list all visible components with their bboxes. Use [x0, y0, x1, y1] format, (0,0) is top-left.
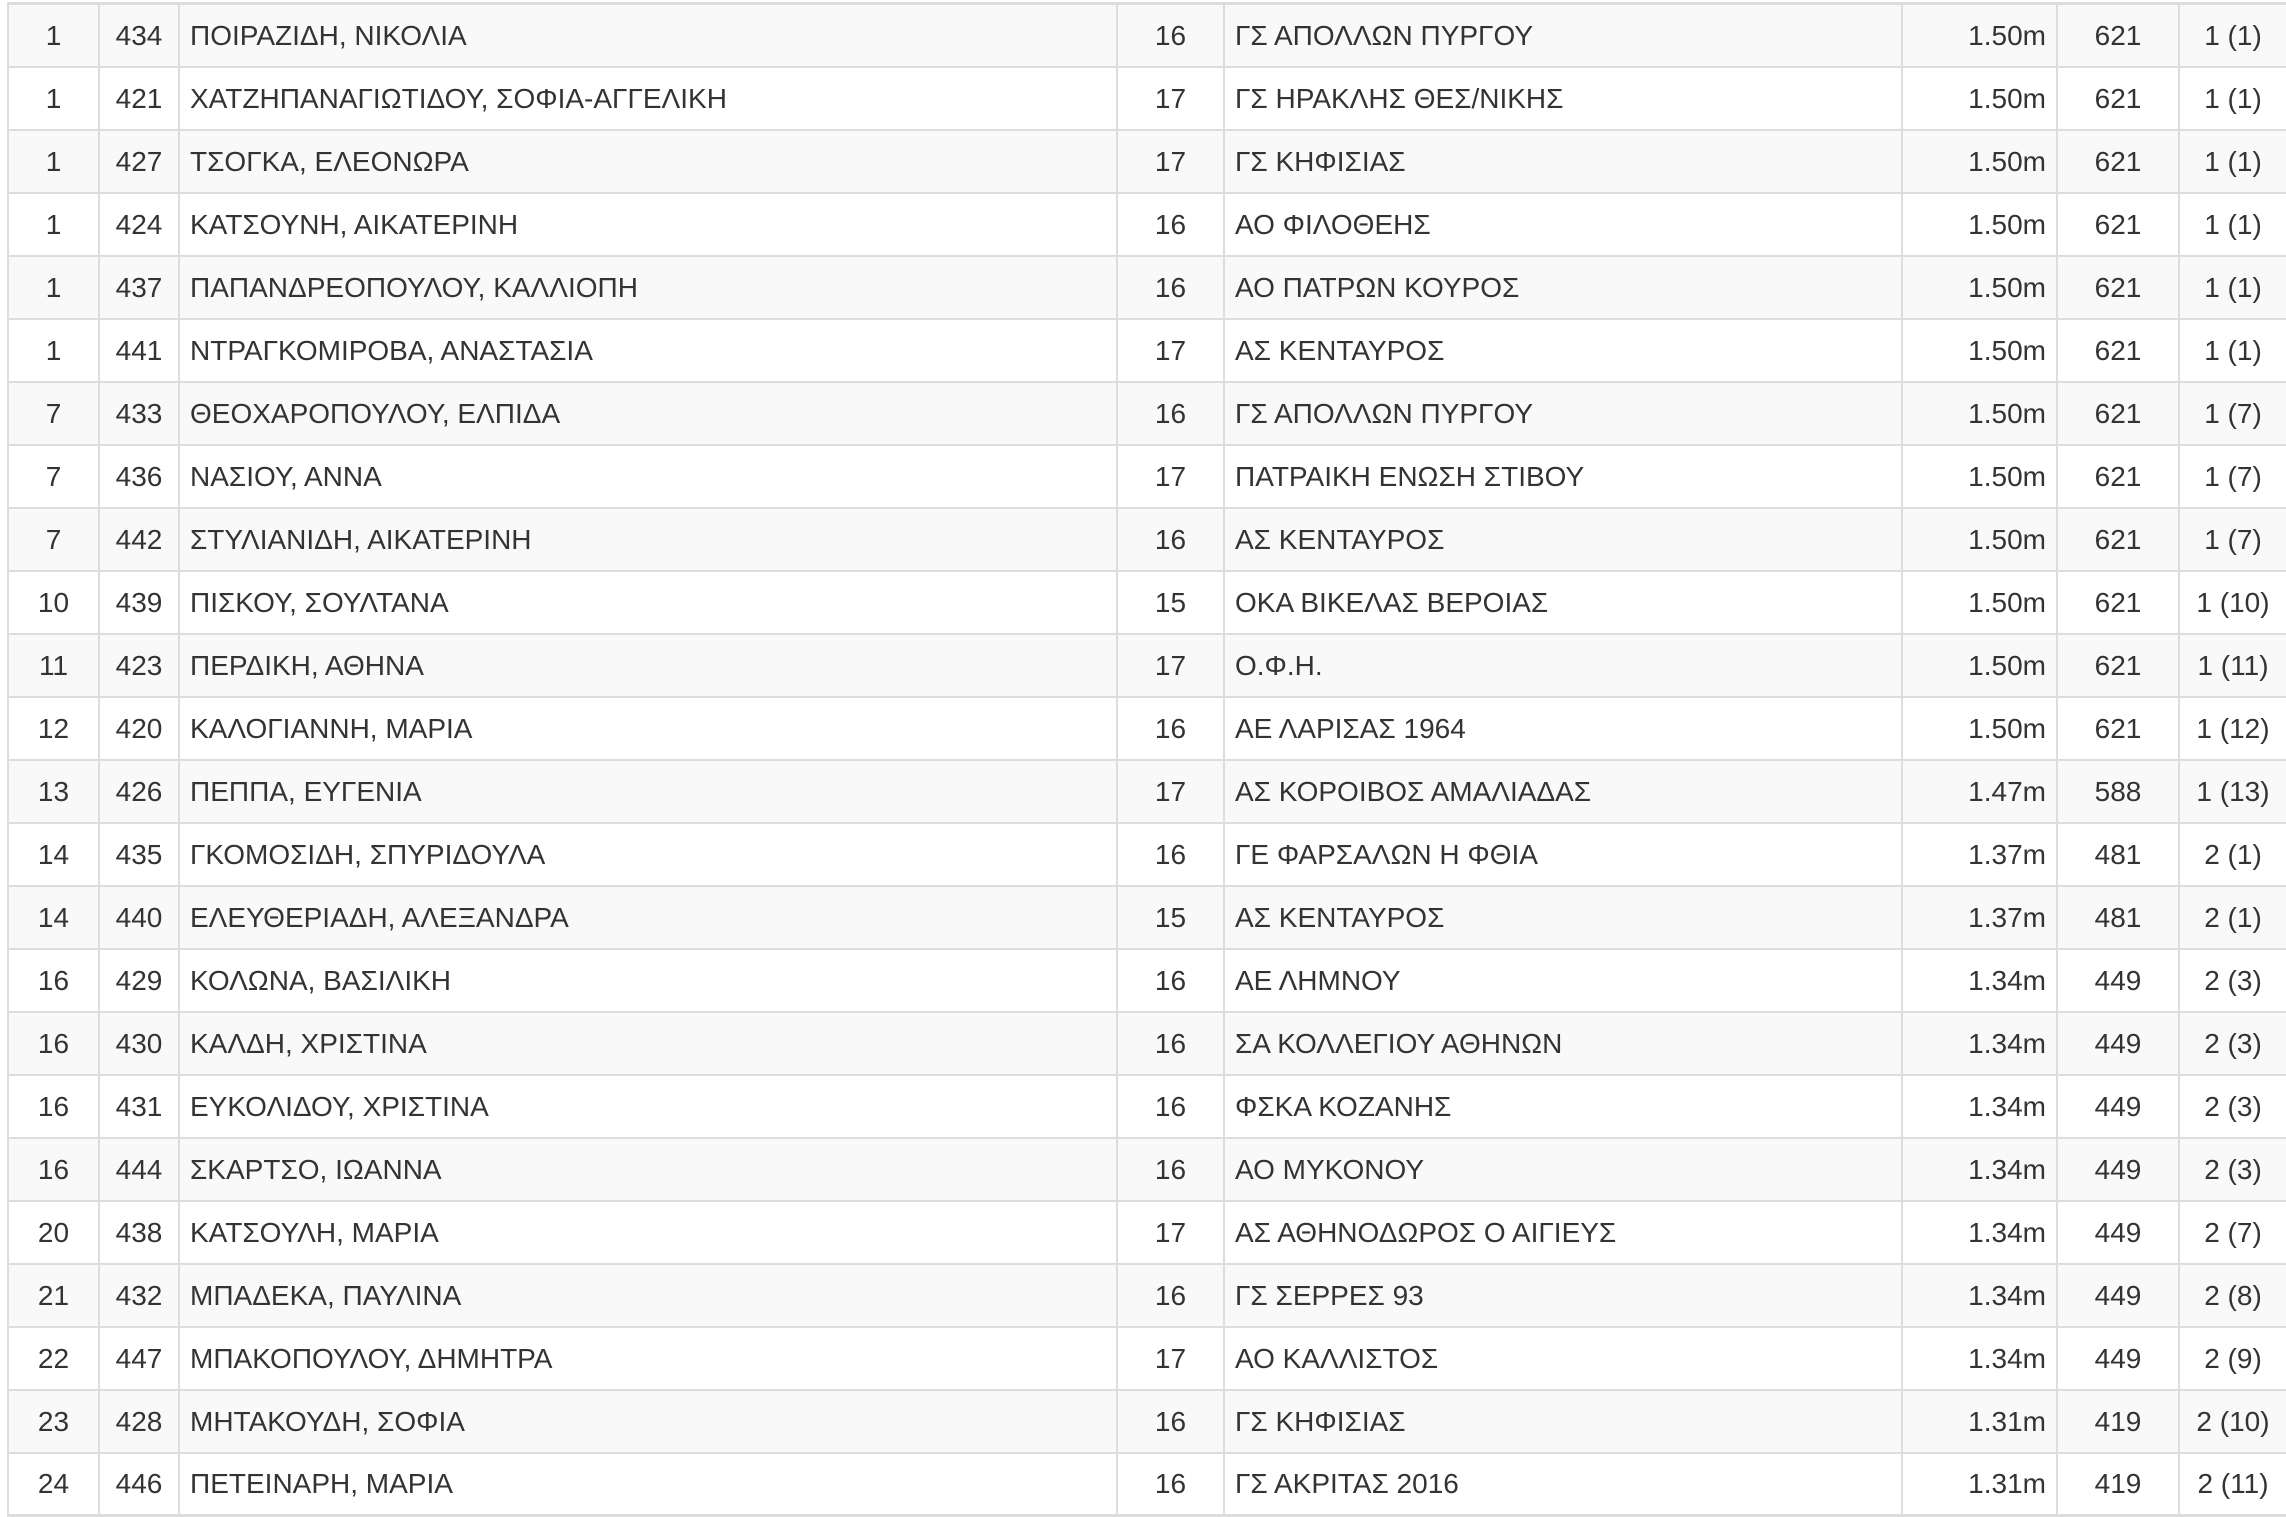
points-cell: 621	[2057, 256, 2179, 319]
club-cell: ΓΣ ΚΗΦΙΣΙΑΣ	[1224, 1390, 1902, 1453]
rank-cell: 20	[8, 1201, 99, 1264]
club-cell: ΓΣ ΚΗΦΙΣΙΑΣ	[1224, 130, 1902, 193]
rank-cell: 13	[8, 760, 99, 823]
table-row	[8, 193, 2286, 256]
age-cell: 16	[1117, 508, 1224, 571]
mark-cell: 1.50m	[1902, 319, 2057, 382]
mark-cell: 1.34m	[1902, 949, 2057, 1012]
points-cell: 449	[2057, 1075, 2179, 1138]
rank-cell: 1	[8, 130, 99, 193]
club-cell: ΑΣ ΚΕΝΤΑΥΡΟΣ	[1224, 508, 1902, 571]
heat-place-cell: 1 (1)	[2179, 67, 2286, 130]
athlete-name-cell: ΤΣΟΓΚΑ, ΕΛΕΟΝΩΡΑ	[179, 130, 1117, 193]
bib-cell: 429	[99, 949, 179, 1012]
table-row	[8, 1327, 2286, 1390]
age-cell: 15	[1117, 571, 1224, 634]
table-row	[8, 634, 2286, 697]
athlete-name-cell: ΕΛΕΥΘΕΡΙΑΔΗ, ΑΛΕΞΑΝΔΡΑ	[179, 886, 1117, 949]
rank-cell: 1	[8, 4, 99, 68]
heat-place-cell: 1 (1)	[2179, 319, 2286, 382]
club-cell: ΓΣ ΑΠΟΛΛΩΝ ΠΥΡΓΟΥ	[1224, 382, 1902, 445]
club-cell: ΓΕ ΦΑΡΣΑΛΩΝ Η ΦΘΙΑ	[1224, 823, 1902, 886]
bib-cell: 435	[99, 823, 179, 886]
age-cell: 16	[1117, 382, 1224, 445]
heat-place-cell: 2 (3)	[2179, 1012, 2286, 1075]
age-cell: 17	[1117, 1327, 1224, 1390]
club-cell: ΓΣ ΣΕΡΡΕΣ 93	[1224, 1264, 1902, 1327]
athlete-name-cell: ΝΤΡΑΓΚΟΜΙΡΟΒΑ, ΑΝΑΣΤΑΣΙΑ	[179, 319, 1117, 382]
table-row	[8, 319, 2286, 382]
table-row	[8, 445, 2286, 508]
club-cell: ΦΣΚΑ ΚΟΖΑΝΗΣ	[1224, 1075, 1902, 1138]
points-cell: 449	[2057, 1138, 2179, 1201]
club-cell: ΠΑΤΡΑΙΚΗ ΕΝΩΣΗ ΣΤΙΒΟΥ	[1224, 445, 1902, 508]
mark-cell: 1.37m	[1902, 823, 2057, 886]
age-cell: 17	[1117, 445, 1224, 508]
bib-cell: 447	[99, 1327, 179, 1390]
club-cell: ΑΣ ΚΕΝΤΑΥΡΟΣ	[1224, 886, 1902, 949]
rank-cell: 11	[8, 634, 99, 697]
athlete-name-cell: ΚΑΛΔΗ, ΧΡΙΣΤΙΝΑ	[179, 1012, 1117, 1075]
heat-place-cell: 1 (1)	[2179, 4, 2286, 68]
age-cell: 15	[1117, 886, 1224, 949]
club-cell: ΓΣ ΗΡΑΚΛΗΣ ΘΕΣ/ΝΙΚΗΣ	[1224, 67, 1902, 130]
club-cell: Ο.Φ.Η.	[1224, 634, 1902, 697]
points-cell: 621	[2057, 508, 2179, 571]
table-row	[8, 1390, 2286, 1453]
results-table	[7, 2, 2286, 1517]
rank-cell: 24	[8, 1453, 99, 1516]
club-cell: ΓΣ ΑΚΡΙΤΑΣ 2016	[1224, 1453, 1902, 1516]
bib-cell: 427	[99, 130, 179, 193]
mark-cell: 1.34m	[1902, 1012, 2057, 1075]
table-row	[8, 256, 2286, 319]
athlete-name-cell: ΠΕΡΔΙΚΗ, ΑΘΗΝΑ	[179, 634, 1117, 697]
points-cell: 481	[2057, 823, 2179, 886]
mark-cell: 1.31m	[1902, 1453, 2057, 1516]
mark-cell: 1.34m	[1902, 1327, 2057, 1390]
bib-cell: 421	[99, 67, 179, 130]
heat-place-cell: 2 (3)	[2179, 1138, 2286, 1201]
points-cell: 449	[2057, 1264, 2179, 1327]
bib-cell: 441	[99, 319, 179, 382]
points-cell: 449	[2057, 1012, 2179, 1075]
age-cell: 17	[1117, 319, 1224, 382]
rank-cell: 7	[8, 508, 99, 571]
age-cell: 16	[1117, 1075, 1224, 1138]
athlete-name-cell: ΣΚΑΡΤΣΟ, ΙΩΑΝΝΑ	[179, 1138, 1117, 1201]
athlete-name-cell: ΝΑΣΙΟΥ, ΑΝΝΑ	[179, 445, 1117, 508]
points-cell: 621	[2057, 634, 2179, 697]
rank-cell: 10	[8, 571, 99, 634]
points-cell: 449	[2057, 1327, 2179, 1390]
heat-place-cell: 1 (7)	[2179, 382, 2286, 445]
age-cell: 16	[1117, 4, 1224, 68]
heat-place-cell: 1 (1)	[2179, 256, 2286, 319]
mark-cell: 1.50m	[1902, 571, 2057, 634]
athlete-name-cell: ΜΠΑΚΟΠΟΥΛΟΥ, ΔΗΜΗΤΡΑ	[179, 1327, 1117, 1390]
bib-cell: 438	[99, 1201, 179, 1264]
rank-cell: 7	[8, 382, 99, 445]
table-row	[8, 886, 2286, 949]
age-cell: 16	[1117, 697, 1224, 760]
mark-cell: 1.50m	[1902, 634, 2057, 697]
club-cell: ΟΚΑ ΒΙΚΕΛΑΣ ΒΕΡΟΙΑΣ	[1224, 571, 1902, 634]
age-cell: 17	[1117, 760, 1224, 823]
heat-place-cell: 2 (9)	[2179, 1327, 2286, 1390]
heat-place-cell: 1 (1)	[2179, 193, 2286, 256]
table-row	[8, 760, 2286, 823]
points-cell: 621	[2057, 67, 2179, 130]
athlete-name-cell: ΚΑΤΣΟΥΛΗ, ΜΑΡΙΑ	[179, 1201, 1117, 1264]
athlete-name-cell: ΠΙΣΚΟΥ, ΣΟΥΛΤΑΝΑ	[179, 571, 1117, 634]
mark-cell: 1.50m	[1902, 256, 2057, 319]
athlete-name-cell: ΠΕΤΕΙΝΑΡΗ, ΜΑΡΙΑ	[179, 1453, 1117, 1516]
age-cell: 16	[1117, 1264, 1224, 1327]
age-cell: 16	[1117, 1390, 1224, 1453]
age-cell: 16	[1117, 823, 1224, 886]
club-cell: ΑΕ ΛΗΜΝΟΥ	[1224, 949, 1902, 1012]
table-row	[8, 949, 2286, 1012]
table-row	[8, 1453, 2286, 1516]
points-cell: 419	[2057, 1453, 2179, 1516]
bib-cell: 436	[99, 445, 179, 508]
bib-cell: 428	[99, 1390, 179, 1453]
athlete-name-cell: ΕΥΚΟΛΙΔΟΥ, ΧΡΙΣΤΙΝΑ	[179, 1075, 1117, 1138]
athlete-name-cell: ΚΟΛΩΝΑ, ΒΑΣΙΛΙΚΗ	[179, 949, 1117, 1012]
heat-place-cell: 2 (3)	[2179, 1075, 2286, 1138]
age-cell: 17	[1117, 1201, 1224, 1264]
age-cell: 16	[1117, 1453, 1224, 1516]
points-cell: 621	[2057, 571, 2179, 634]
rank-cell: 12	[8, 697, 99, 760]
mark-cell: 1.50m	[1902, 382, 2057, 445]
club-cell: ΑΕ ΛΑΡΙΣΑΣ 1964	[1224, 697, 1902, 760]
rank-cell: 1	[8, 319, 99, 382]
heat-place-cell: 2 (7)	[2179, 1201, 2286, 1264]
athlete-name-cell: ΠΕΠΠΑ, ΕΥΓΕΝΙΑ	[179, 760, 1117, 823]
rank-cell: 16	[8, 1138, 99, 1201]
athlete-name-cell: ΓΚΟΜΟΣΙΔΗ, ΣΠΥΡΙΔΟΥΛΑ	[179, 823, 1117, 886]
club-cell: ΑΣ ΑΘΗΝΟΔΩΡΟΣ Ο ΑΙΓΙΕΥΣ	[1224, 1201, 1902, 1264]
heat-place-cell: 1 (7)	[2179, 508, 2286, 571]
bib-cell: 432	[99, 1264, 179, 1327]
rank-cell: 1	[8, 193, 99, 256]
points-cell: 621	[2057, 445, 2179, 508]
bib-cell: 423	[99, 634, 179, 697]
athlete-name-cell: ΠΟΙΡΑΖΙΔΗ, ΝΙΚΟΛΙΑ	[179, 4, 1117, 68]
rank-cell: 16	[8, 1012, 99, 1075]
points-cell: 449	[2057, 1201, 2179, 1264]
heat-place-cell: 2 (1)	[2179, 886, 2286, 949]
table-row	[8, 1201, 2286, 1264]
age-cell: 16	[1117, 193, 1224, 256]
club-cell: ΑΟ ΚΑΛΛΙΣΤΟΣ	[1224, 1327, 1902, 1390]
mark-cell: 1.31m	[1902, 1390, 2057, 1453]
athlete-name-cell: ΜΠΑΔΕΚΑ, ΠΑΥΛΙΝΑ	[179, 1264, 1117, 1327]
rank-cell: 14	[8, 886, 99, 949]
age-cell: 16	[1117, 949, 1224, 1012]
bib-cell: 426	[99, 760, 179, 823]
table-row	[8, 130, 2286, 193]
rank-cell: 14	[8, 823, 99, 886]
table-row	[8, 382, 2286, 445]
mark-cell: 1.34m	[1902, 1264, 2057, 1327]
rank-cell: 1	[8, 256, 99, 319]
rank-cell: 16	[8, 949, 99, 1012]
bib-cell: 424	[99, 193, 179, 256]
points-cell: 621	[2057, 382, 2179, 445]
mark-cell: 1.34m	[1902, 1138, 2057, 1201]
bib-cell: 420	[99, 697, 179, 760]
rank-cell: 1	[8, 67, 99, 130]
mark-cell: 1.34m	[1902, 1201, 2057, 1264]
heat-place-cell: 1 (7)	[2179, 445, 2286, 508]
bib-cell: 446	[99, 1453, 179, 1516]
points-cell: 621	[2057, 319, 2179, 382]
athlete-name-cell: ΚΑΛΟΓΙΑΝΝΗ, ΜΑΡΙΑ	[179, 697, 1117, 760]
bib-cell: 434	[99, 4, 179, 68]
mark-cell: 1.37m	[1902, 886, 2057, 949]
results-table-body	[8, 4, 2286, 1516]
points-cell: 419	[2057, 1390, 2179, 1453]
mark-cell: 1.50m	[1902, 697, 2057, 760]
table-row	[8, 1075, 2286, 1138]
table-row	[8, 508, 2286, 571]
bib-cell: 431	[99, 1075, 179, 1138]
age-cell: 16	[1117, 256, 1224, 319]
points-cell: 481	[2057, 886, 2179, 949]
results-table-container	[7, 2, 2286, 1517]
bib-cell: 439	[99, 571, 179, 634]
club-cell: ΑΟ ΜΥΚΟΝΟΥ	[1224, 1138, 1902, 1201]
table-row	[8, 571, 2286, 634]
bib-cell: 442	[99, 508, 179, 571]
age-cell: 16	[1117, 1138, 1224, 1201]
athlete-name-cell: ΘΕΟΧΑΡΟΠΟΥΛΟΥ, ΕΛΠΙΔΑ	[179, 382, 1117, 445]
club-cell: ΑΣ ΚΟΡΟΙΒΟΣ ΑΜΑΛΙΑΔΑΣ	[1224, 760, 1902, 823]
mark-cell: 1.50m	[1902, 4, 2057, 68]
club-cell: ΑΣ ΚΕΝΤΑΥΡΟΣ	[1224, 319, 1902, 382]
heat-place-cell: 2 (11)	[2179, 1453, 2286, 1516]
mark-cell: 1.50m	[1902, 67, 2057, 130]
age-cell: 17	[1117, 130, 1224, 193]
athlete-name-cell: ΧΑΤΖΗΠΑΝΑΓΙΩΤΙΔΟΥ, ΣΟΦΙΑ-ΑΓΓΕΛΙΚΗ	[179, 67, 1117, 130]
athlete-name-cell: ΜΗΤΑΚΟΥΔΗ, ΣΟΦΙΑ	[179, 1390, 1117, 1453]
club-cell: ΑΟ ΠΑΤΡΩΝ ΚΟΥΡΟΣ	[1224, 256, 1902, 319]
age-cell: 17	[1117, 634, 1224, 697]
table-row	[8, 1264, 2286, 1327]
points-cell: 621	[2057, 130, 2179, 193]
heat-place-cell: 2 (8)	[2179, 1264, 2286, 1327]
heat-place-cell: 2 (1)	[2179, 823, 2286, 886]
points-cell: 621	[2057, 4, 2179, 68]
mark-cell: 1.34m	[1902, 1075, 2057, 1138]
rank-cell: 22	[8, 1327, 99, 1390]
table-row	[8, 67, 2286, 130]
mark-cell: 1.50m	[1902, 193, 2057, 256]
bib-cell: 440	[99, 886, 179, 949]
table-row	[8, 4, 2286, 68]
points-cell: 449	[2057, 949, 2179, 1012]
rank-cell: 21	[8, 1264, 99, 1327]
points-cell: 621	[2057, 193, 2179, 256]
club-cell: ΓΣ ΑΠΟΛΛΩΝ ΠΥΡΓΟΥ	[1224, 4, 1902, 68]
rank-cell: 7	[8, 445, 99, 508]
heat-place-cell: 1 (1)	[2179, 130, 2286, 193]
mark-cell: 1.47m	[1902, 760, 2057, 823]
mark-cell: 1.50m	[1902, 445, 2057, 508]
club-cell: ΑΟ ΦΙΛΟΘΕΗΣ	[1224, 193, 1902, 256]
mark-cell: 1.50m	[1902, 130, 2057, 193]
bib-cell: 437	[99, 256, 179, 319]
heat-place-cell: 2 (3)	[2179, 949, 2286, 1012]
points-cell: 588	[2057, 760, 2179, 823]
athlete-name-cell: ΣΤΥΛΙΑΝΙΔΗ, ΑΙΚΑΤΕΡΙΝΗ	[179, 508, 1117, 571]
athlete-name-cell: ΠΑΠΑΝΔΡΕΟΠΟΥΛΟΥ, ΚΑΛΛΙΟΠΗ	[179, 256, 1117, 319]
mark-cell: 1.50m	[1902, 508, 2057, 571]
age-cell: 17	[1117, 67, 1224, 130]
heat-place-cell: 1 (10)	[2179, 571, 2286, 634]
bib-cell: 444	[99, 1138, 179, 1201]
points-cell: 621	[2057, 697, 2179, 760]
table-row	[8, 823, 2286, 886]
club-cell: ΣΑ ΚΟΛΛΕΓΙΟΥ ΑΘΗΝΩΝ	[1224, 1012, 1902, 1075]
bib-cell: 433	[99, 382, 179, 445]
heat-place-cell: 1 (13)	[2179, 760, 2286, 823]
rank-cell: 23	[8, 1390, 99, 1453]
age-cell: 16	[1117, 1012, 1224, 1075]
heat-place-cell: 2 (10)	[2179, 1390, 2286, 1453]
table-row	[8, 1138, 2286, 1201]
bib-cell: 430	[99, 1012, 179, 1075]
table-row	[8, 1012, 2286, 1075]
table-row	[8, 697, 2286, 760]
rank-cell: 16	[8, 1075, 99, 1138]
heat-place-cell: 1 (11)	[2179, 634, 2286, 697]
heat-place-cell: 1 (12)	[2179, 697, 2286, 760]
athlete-name-cell: ΚΑΤΣΟΥΝΗ, ΑΙΚΑΤΕΡΙΝΗ	[179, 193, 1117, 256]
